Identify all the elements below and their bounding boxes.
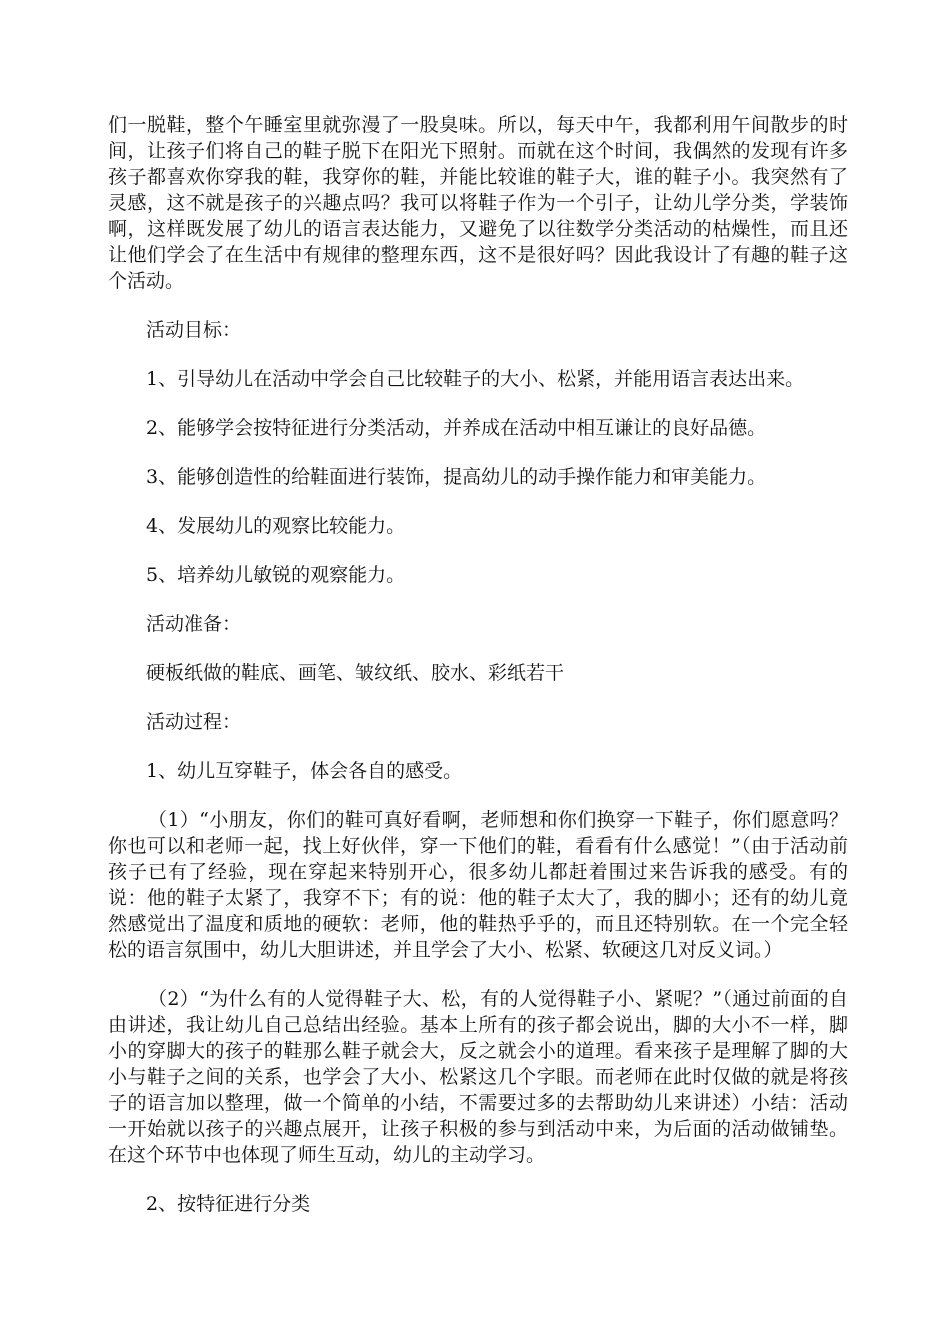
goal-item-3: 3、能够创造性的给鞋面进行装饰，提高幼儿的动手操作能力和审美能力。	[146, 466, 767, 488]
prep-text: 硬板纸做的鞋底、画笔、皱纹纸、胶水、彩纸若干	[146, 662, 565, 684]
intro-paragraph: 们一脱鞋，整个午睡室里就弥漫了一股臭味。所以，每天中午，我都利用午间散步的时间，让孩子们将自己的鞋子脱下在阳光下照射。而就在这个时间，我偶然的发现有许多孩子都喜欢你穿我的鞋，我穿你的鞋，并能比较谁的鞋子大，谁的鞋子小。我突然有了灵感，这不就是孩子的兴趣点吗？我可以将鞋子作为一个引子，让幼儿学分类，学装饰啊，这样既发展了幼儿的语言表达能力，又避免了以往数学分类活动的枯燥性，而且还让他们学会了在生活中有规律的整理东西，这不是很好吗？因此我设计了有趣的鞋子这个活动。	[108, 114, 848, 292]
step1-paragraph-1: （1）“小朋友，你们的鞋可真好看啊，老师想和你们换穿一下鞋子，你们愿意吗？你也可以和老师一起，找上好伙伴，穿一下他们的鞋，看看有什么感觉！”（由于活动前孩子已有了经验，现在穿起来特别开心，很多幼儿都赶着围过来告诉我的感受。有的说：他的鞋子太紧了，我穿不下；有的说：他的鞋子太大了，我的脚小；还有的幼儿竟然感觉出了温度和质地的硬软：老师，他的鞋热乎乎的，而且还特别软。在一个完全轻松的语言氛围中，幼儿大胆讲述，并且学会了大小、松紧、软硬这几对反义词。）	[108, 809, 848, 961]
goal-item-4: 4、发展幼儿的观察比较能力。	[146, 515, 406, 537]
document-page	[108, 112, 848, 1240]
step1-paragraph-2: （2）“为什么有的人觉得鞋子大、松，有的人觉得鞋子小、紧呢？”（通过前面的自由讲述，我让幼儿自己总结出经验。基本上所有的孩子都会说出，脚的大小不一样，脚小的穿脚大的孩子的鞋那么鞋子就会大，反之就会小的道理。看来孩子是理解了脚的大小与鞋子之间的关系，也学会了大小、松紧这几个字眼。而老师在此时仅做的就是将孩子的语言加以整理，做一个简单的小结，不需要过多的去帮助幼儿来讲述）小结：活动一开始就以孩子的兴趣点展开，让孩子积极的参与到活动中来，为后面的活动做铺垫。在这个环节中也体现了师生互动，幼儿的主动学习。	[108, 988, 848, 1166]
goal-item-1: 1、引导幼儿在活动中学会自己比较鞋子的大小、松紧，并能用语言表达出来。	[146, 368, 805, 390]
goal-item-5: 5、培养幼儿敏锐的观察能力。	[146, 564, 406, 586]
process-heading: 活动过程：	[146, 711, 242, 733]
step1-title: 1、幼儿互穿鞋子，体会各自的感受。	[146, 760, 463, 782]
prep-heading: 活动准备：	[146, 613, 242, 635]
step2-title: 2、按特征进行分类	[146, 1193, 311, 1215]
goal-item-2: 2、能够学会按特征进行分类活动，并养成在活动中相互谦让的良好品德。	[146, 417, 767, 439]
goals-heading: 活动目标：	[146, 319, 242, 341]
